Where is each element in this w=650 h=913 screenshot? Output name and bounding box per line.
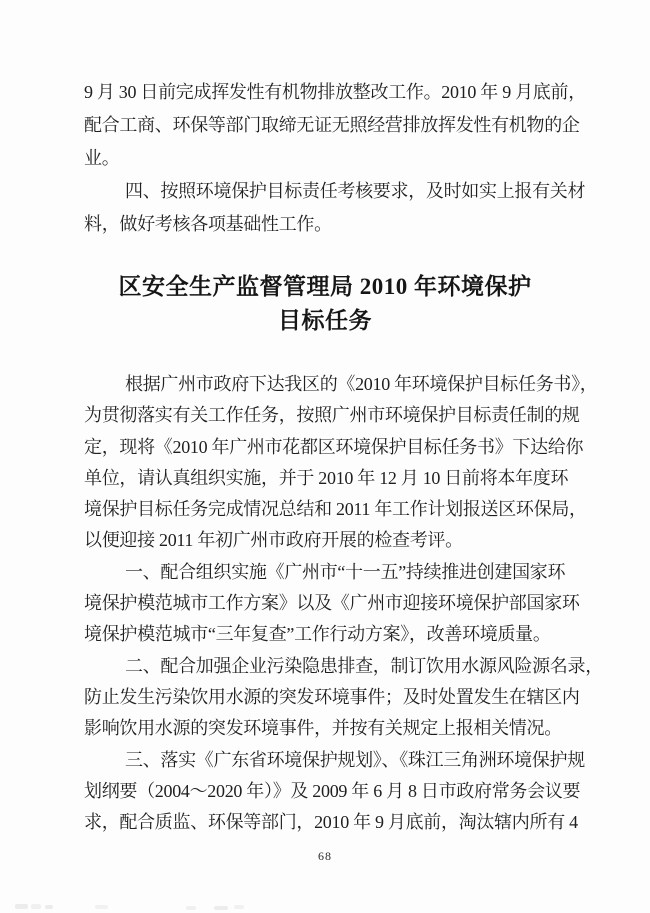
text-line: 划纲要（2004～2020 年）》及 2009 年 6 月 8 日市政府常务会议要 — [84, 780, 581, 801]
pre-section-text — [84, 76, 584, 241]
text-line: 境保护目标任务完成情况总结和 2011 年工作计划报送区环保局， — [84, 499, 587, 520]
text-line: 业。 — [84, 148, 120, 168]
text-line: 料，做好考核各项基础性工作。 — [84, 214, 332, 234]
scan-noise — [234, 905, 244, 909]
scan-noise — [45, 905, 53, 909]
text-line: 以便迎接 2011 年初广州市政府开展的检查考评。 — [84, 530, 463, 551]
text-line: 根据广州市政府下达我区的《2010 年环境保护目标任务书》， — [125, 374, 598, 394]
page-number: 68 — [318, 849, 332, 863]
text-line: 二、配合加强企业污染隐患排查，制订饮用水源风险源名录， — [125, 655, 603, 676]
scan-noise — [15, 904, 28, 909]
section-title-line-1: 区安全生产监督管理局 2010 年环境保护 — [118, 274, 532, 299]
section-title — [0, 270, 650, 338]
text-line: 求，配合质监、环保等部门，2010 年 9 月底前，淘汰辖内所有 4 — [84, 812, 578, 833]
text-line: 三、落实《广东省环境保护规划》、《珠江三角洲环境保护规 — [125, 749, 585, 770]
text-line: 定，现将《2010 年广州市花都区环境保护目标任务书》下达给你 — [84, 436, 584, 457]
text-line: 为贯彻落实有关工作任务，按照广州市环境保护目标责任制的规 — [84, 405, 580, 426]
text-line: 影响饮用水源的突发环境事件，并按有关规定上报相关情况。 — [84, 718, 562, 739]
body-text — [84, 369, 603, 838]
scan-noise — [95, 905, 108, 909]
scan-noise — [31, 904, 41, 909]
text-line: 境保护模范城市“三年复查”工作行动方案》，改善环境质量。 — [84, 624, 551, 645]
scan-noise — [214, 906, 228, 910]
scan-noise — [186, 906, 196, 910]
section-title-line-2: 目标任务 — [278, 308, 372, 333]
text-line: 境保护模范城市工作方案》以及《广州市迎接环境保护部国家环 — [84, 593, 580, 614]
text-line: 防止发生污染饮用水源的突发环境事件；及时处置发生在辖区内 — [84, 686, 580, 707]
text-line: 单位，请认真组织实施，并于 2010 年 12 月 10 日前将本年度环 — [84, 467, 569, 488]
text-line: 配合工商、环保等部门取缔无证无照经营排放挥发性有机物的企 — [84, 115, 580, 135]
text-line: 一、配合组织实施《广州市“十一五”持续推进创建国家环 — [125, 561, 566, 582]
text-line: 9 月 30 日前完成挥发性有机物排放整改工作。2010 年 9 月底前， — [84, 82, 586, 102]
text-line: 四、按照环境保护目标责任考核要求，及时如实上报有关材 — [125, 181, 586, 201]
